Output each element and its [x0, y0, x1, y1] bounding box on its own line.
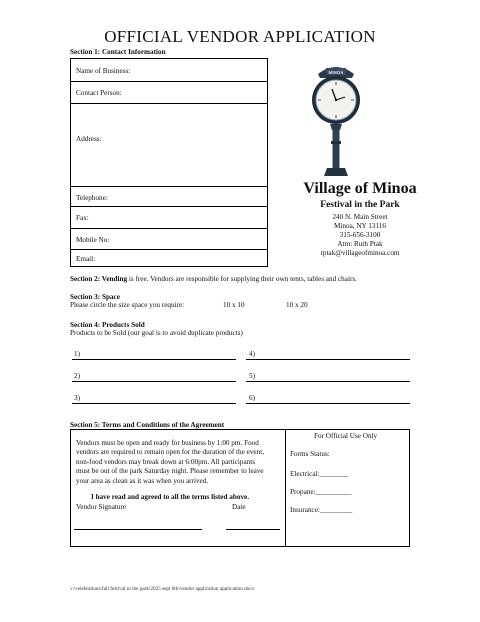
section3-heading: Section 3: Space [70, 293, 120, 301]
agreement-statement: I have read and agreed to all the terms listed above. [91, 493, 250, 501]
space-option-10x10[interactable]: 10 x 10 [223, 301, 245, 309]
product-line-5[interactable] [246, 381, 410, 382]
product-line-4[interactable] [246, 359, 410, 360]
space-option-10x20[interactable]: 10 x 20 [286, 301, 308, 309]
contact-row-mobile[interactable] [71, 229, 267, 250]
section1-heading: Section 1: Contact Information [70, 48, 166, 56]
product-item-2: 2) [74, 372, 80, 380]
date-line[interactable] [226, 529, 280, 530]
contact-row-fax[interactable] [71, 207, 267, 229]
section4-heading: Section 4: Products Sold [70, 321, 145, 329]
field-label: Email: [76, 255, 96, 263]
terms-text [76, 439, 264, 486]
products-instruction: Products to be Sold (our goal is to avoid duplicate products) [70, 329, 243, 337]
contact-row-telephone[interactable] [71, 187, 267, 207]
terms-line: your area as clean as it was when you arrived. [76, 476, 209, 485]
contact-row-business[interactable] [71, 59, 267, 82]
org-address-line2: Minoa, NY 13116 [334, 222, 386, 230]
product-line-2[interactable] [72, 381, 236, 382]
terms-divider [285, 429, 286, 547]
field-label: Contact Person: [76, 89, 122, 97]
terms-line: non-food vendors may break down at 6:00pm. All participants [76, 457, 256, 466]
terms-line: vendors are required to remain open for the duration of the event, [76, 448, 265, 457]
product-item-5: 5) [249, 372, 255, 380]
date-label: Date [232, 503, 246, 511]
contact-row-person[interactable] [71, 82, 267, 104]
contact-row-email[interactable] [71, 250, 267, 267]
field-label: Name of Business: [76, 67, 131, 75]
field-label: Address: [76, 135, 102, 143]
section5-heading: Section 5: Terms and Conditions of the Agreement [70, 421, 225, 429]
vendor-signature-label: Vendor Signature [76, 503, 127, 511]
field-label: Fax: [76, 214, 89, 222]
section2-text [70, 275, 357, 283]
product-item-1: 1) [74, 350, 80, 358]
org-phone: 315-656-3100 [339, 231, 381, 239]
section2-body: is free. Vendors are responsible for supplying their own tents, tables and chairs. [127, 275, 357, 283]
product-line-6[interactable] [246, 403, 410, 404]
product-item-3: 3) [74, 394, 80, 402]
clock-sign-text: MINOA [328, 70, 344, 75]
product-line-3[interactable] [72, 403, 236, 404]
street-clock-image [296, 56, 376, 178]
document-path-footer: v:\celebrations\fall festival in the park\2025 sept 6th\vendor application application.docx [70, 586, 255, 592]
org-address-line1: 240 N. Main Street [332, 213, 388, 221]
field-label: Telephone: [76, 194, 108, 202]
electrical-field: Electrical:________ [290, 470, 349, 478]
product-item-4: 4) [249, 350, 255, 358]
section2-heading: Section 2: Vending [70, 275, 128, 283]
terms-line: Vendors must be open and ready for business by 1:00 pm. Food [76, 439, 259, 447]
propane-field: Propane:__________ [290, 488, 352, 496]
contact-row-address[interactable] [71, 104, 267, 187]
official-use-heading: For Official Use Only [314, 432, 378, 440]
field-label: Mobile No: [76, 236, 110, 244]
terms-line: must be out of the park Saturday night. Please remember to leave [76, 467, 264, 476]
org-email: rptak@villageofminoa.com [320, 249, 400, 257]
product-line-1[interactable] [72, 359, 236, 360]
org-attn: Attn: Ruth Ptak [337, 240, 383, 248]
space-instruction: Please circle the size space you require: [70, 301, 185, 309]
page-title: OFFICIAL VENDOR APPLICATION [104, 27, 376, 46]
product-item-6: 6) [249, 394, 255, 402]
organization-name: Village of Minoa [303, 180, 417, 197]
forms-status-field: Forms Status: [290, 450, 330, 458]
insurance-field: Insurance:_________ [290, 506, 353, 514]
event-name: Festival in the Park [320, 200, 400, 210]
signature-line[interactable] [74, 529, 202, 530]
contact-info-table [70, 58, 268, 267]
